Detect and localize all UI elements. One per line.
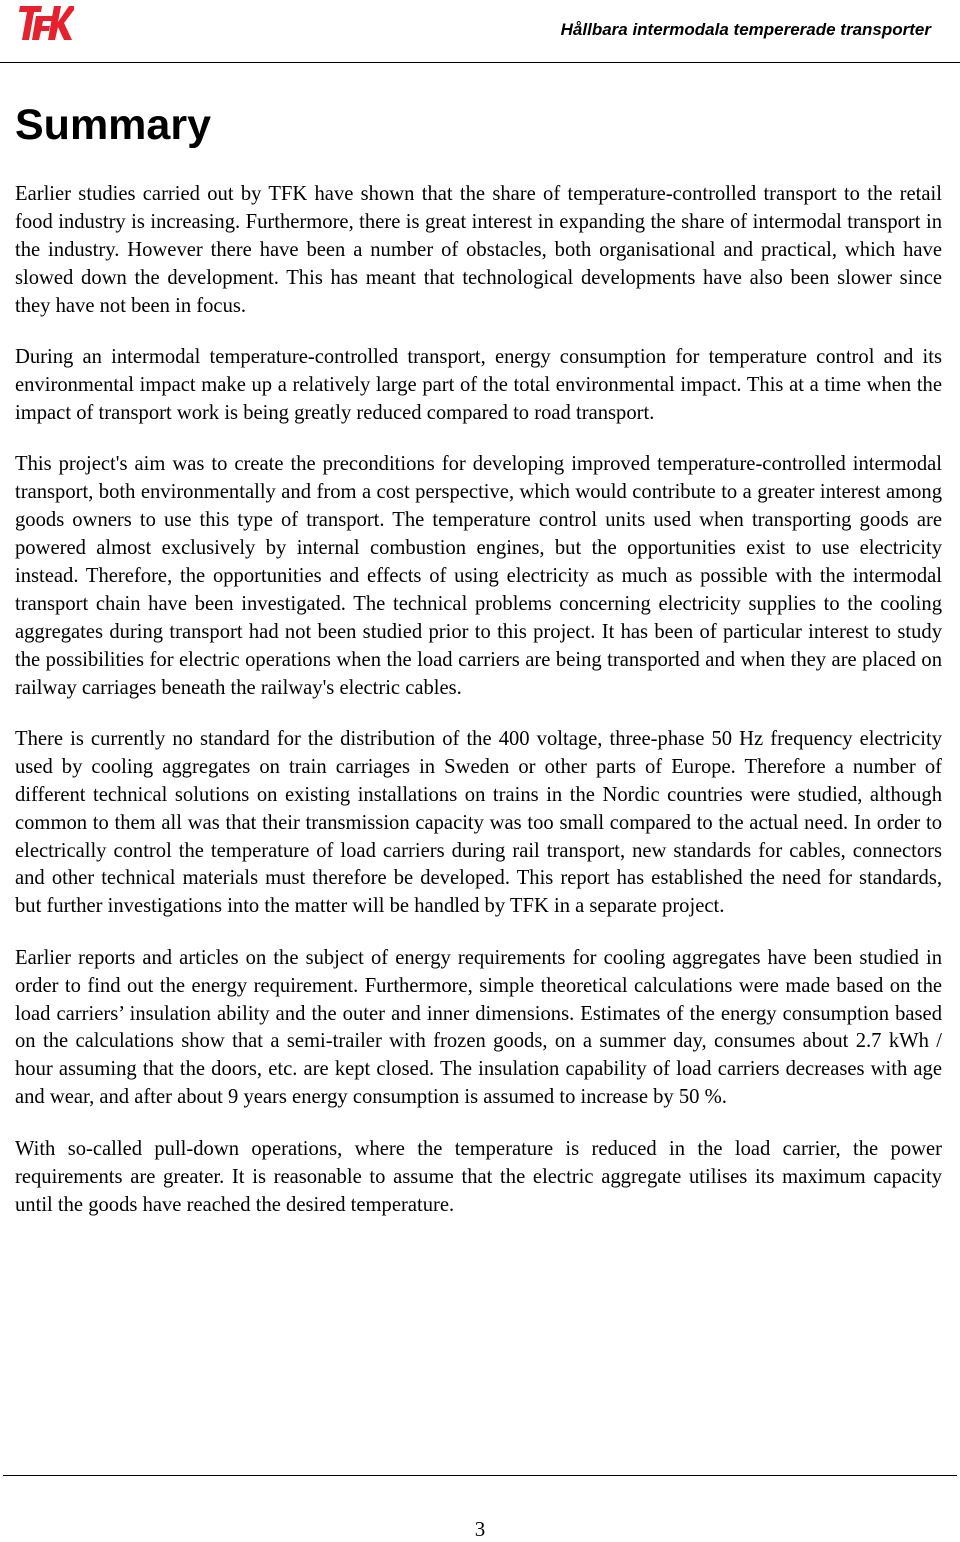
paragraph: With so-called pull-down operations, where the temperature is reduced in the load carrier, the power requirements are greater. It is reasonable to assume that the electric aggregate utilises its maximum capacity until the goods have reached the desired temperature.: [15, 1137, 942, 1216]
tfk-logo: [16, 2, 74, 44]
running-title: Hållbara intermodala tempererade transporter: [560, 20, 931, 39]
footer-divider: [3, 1475, 957, 1476]
page-header: [0, 0, 960, 66]
page-title: Summary: [15, 101, 211, 149]
page-number: 3: [474, 1517, 486, 1541]
summary-body: [15, 181, 942, 1243]
paragraph: During an intermodal temperature-controlled transport, energy consumption for temperature control and its environmental impact make up a relatively large part of the total environmental impact. This at a time when the impact of transport work is being greatly reduced compared to road transport.: [15, 346, 942, 424]
paragraph: Earlier reports and articles on the subject of energy requirements for cooling aggregates have been studied in order to find out the energy requirement. Furthermore, simple theoretical calculations were made based on the load carriers’ insulation ability and the outer and inner dimensions. Estimates of the energy consumption based on the calculations show that a semi-trailer with frozen goods, on a summer day, consumes about 2.7 kWh / hour assuming that the doors, etc. are kept closed. The insulation capability of load carriers decreases with age and wear, and after about 9 years energy consumption is assumed to increase by 50 %.: [15, 946, 942, 1109]
header-divider: [0, 62, 960, 63]
paragraph: This project's aim was to create the preconditions for developing improved temperature-controlled intermodal transport, both environmentally and from a cost perspective, which would contribute to a greater interest among goods owners to use this type of transport. The temperature control units used when transporting goods are powered almost exclusively by internal combustion engines, but the opportunities exist to use electricity instead. Therefore, the opportunities and effects of using electricity as much as possible with the intermodal transport chain have been investigated. The technical problems concerning electricity supplies to the cooling aggregates during transport had not been studied prior to this project. It has been of particular interest to study the possibilities for electric operations when the load carriers are being transported and when they are placed on railway carriages beneath the railway's electric cables.: [15, 453, 942, 699]
paragraph: Earlier studies carried out by TFK have shown that the share of temperature-controlled transport to the retail food industry is increasing. Furthermore, there is great interest in expanding the share of intermodal transport in the industry. However there have been a number of obstacles, both organisational and practical, which have slowed down the development. This has meant that technological developments have also been slower since they have not been in focus.: [15, 183, 942, 317]
paragraph: There is currently no standard for the distribution of the 400 voltage, three-phase 50 Hz frequency electricity used by cooling aggregates on train carriages in Sweden or other parts of Europe. Therefore a number of different technical solutions on existing installations on trains in the Nordic countries were studied, although common to them all was that their transmission capacity was too small compared to the actual need. In order to electrically control the temperature of load carriers during rail transport, new standards for cables, connectors and other technical materials must therefore be developed. This report has established the need for standards, but further investigations into the matter will be handled by TFK in a separate project.: [15, 727, 942, 918]
